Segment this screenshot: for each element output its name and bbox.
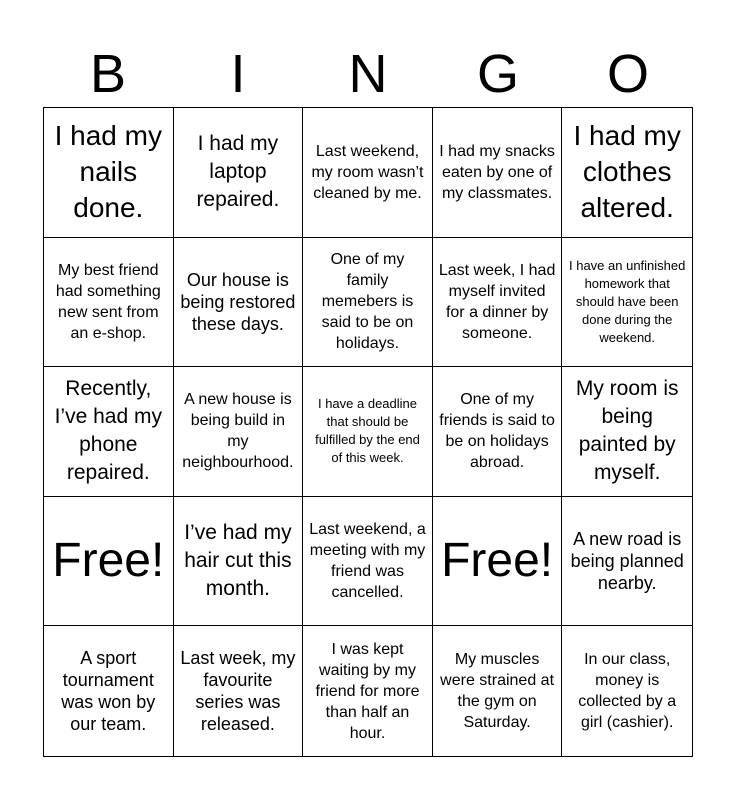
- header-letter-i: I: [230, 44, 246, 104]
- bingo-cell: Last weekend, a meeting with my friend was cancelled.: [303, 497, 433, 627]
- bingo-cell: I have a deadline that should be fulfilled by the end of this week.: [303, 367, 433, 497]
- bingo-cell: I’ve had my hair cut this month.: [174, 497, 304, 627]
- bingo-cell: A new house is being build in my neighbourhood.: [174, 367, 304, 497]
- bingo-cell: My muscles were strained at the gym on Saturday.: [433, 626, 563, 756]
- bingo-cell: I had my nails done.: [44, 108, 174, 238]
- header-letter-n: N: [348, 44, 388, 104]
- bingo-cell: In our class, money is collected by a girl (cashier).: [578, 651, 677, 732]
- header-letter-g: G: [476, 44, 519, 104]
- bingo-cell: One of my family memebers is said to be on holidays.: [303, 238, 433, 368]
- bingo-cell: Last week, my favourite series was released.: [174, 626, 304, 756]
- free-cell: Free!: [44, 497, 174, 627]
- bingo-cell: Our house is being restored these days.: [174, 238, 304, 368]
- bingo-grid: [43, 107, 693, 757]
- bingo-cell: I was kept waiting by my friend for more than half an hour.: [303, 626, 433, 756]
- bingo-cell: Last weekend, my room wasn’t cleaned by me.: [303, 108, 433, 238]
- header-letter-b: B: [89, 44, 127, 104]
- bingo-cell: Last week, I had myself invited for a dinner by someone.: [433, 238, 563, 368]
- bingo-cell: Recently, I’ve had my phone repaired.: [44, 367, 174, 497]
- bingo-cell: My best friend had something new sent from an e-shop.: [44, 238, 174, 368]
- bingo-header: [43, 44, 693, 104]
- bingo-cell: I had my clothes altered.: [562, 108, 692, 238]
- bingo-cell: I had my snacks eaten by one of my classmates.: [433, 108, 563, 238]
- header-letter-o: O: [606, 44, 649, 104]
- bingo-cell: A sport tournament was won by our team.: [44, 626, 174, 756]
- bingo-cell: I had my laptop repaired.: [174, 108, 304, 238]
- free-cell: Free!: [433, 497, 563, 627]
- bingo-cell: I have an unfinished homework that should have been done during the weekend.: [562, 238, 692, 368]
- bingo-cell: A new road is being planned nearby.: [562, 497, 692, 627]
- bingo-cell: One of my friends is said to be on holidays abroad.: [433, 367, 563, 497]
- bingo-cell: My room is being painted by myself.: [562, 367, 692, 497]
